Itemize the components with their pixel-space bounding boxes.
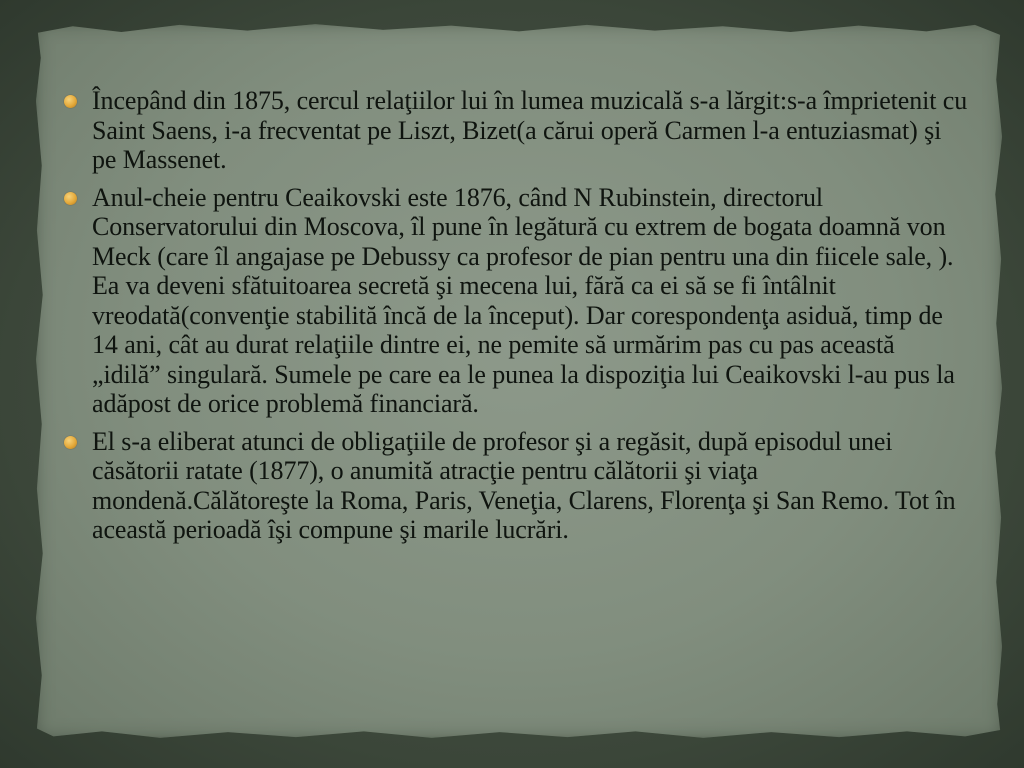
bullet-dot-icon (64, 95, 77, 108)
bullet-item-2 (64, 183, 968, 419)
bullet-text: Anul-cheie pentru Ceaikovski este 1876, când N Rubinstein, directorul Conservatorului din Moscova, îl pune în legătură cu extrem de bogata doamnă von Meck (care îl angajase pe Debussy ca profesor de pian pentru una din fiicele sale, ). Ea va deveni sfătuitoarea secretă şi mecena lui, fără ca ei să se fi întâlnit vreodată(convenţie stabilită încă de la început). Dar corespondenţa asiduă, timp de 14 ani, cât au durat relaţiile dintre ei, ne pemite să urmărim pas cu pas această „idilă” singulară. Sumele pe care ea le punea la dispoziţia lui Ceaikovski l-au pus la adăpost de orice problemă financiară. (92, 182, 955, 418)
bullet-item-3 (64, 427, 968, 545)
bullet-item-1 (64, 86, 968, 175)
bullet-text: El s-a eliberat atunci de obligaţiile de profesor şi a regăsit, după episodul unei căsătorii ratate (1877), o anumită atracţie pentru călătorii şi viaţa mondenă.Călătoreşte la Roma, Paris, Veneţia, Clarens, Florenţa şi San Remo. Tot în această perioadă îşi compune şi marile lucrări. (92, 426, 956, 544)
bullet-dot-icon (64, 192, 77, 205)
bullet-dot-icon (64, 436, 77, 449)
bullet-list (64, 86, 968, 553)
bullet-text: Începând din 1875, cercul relaţiilor lui în lumea muzicală s-a lărgit:s-a împrietenit cu Saint Saens, i-a frecventat pe Liszt, Bizet(a cărui operă Carmen l-a entuziasmat) şi pe Massenet. (92, 86, 968, 174)
